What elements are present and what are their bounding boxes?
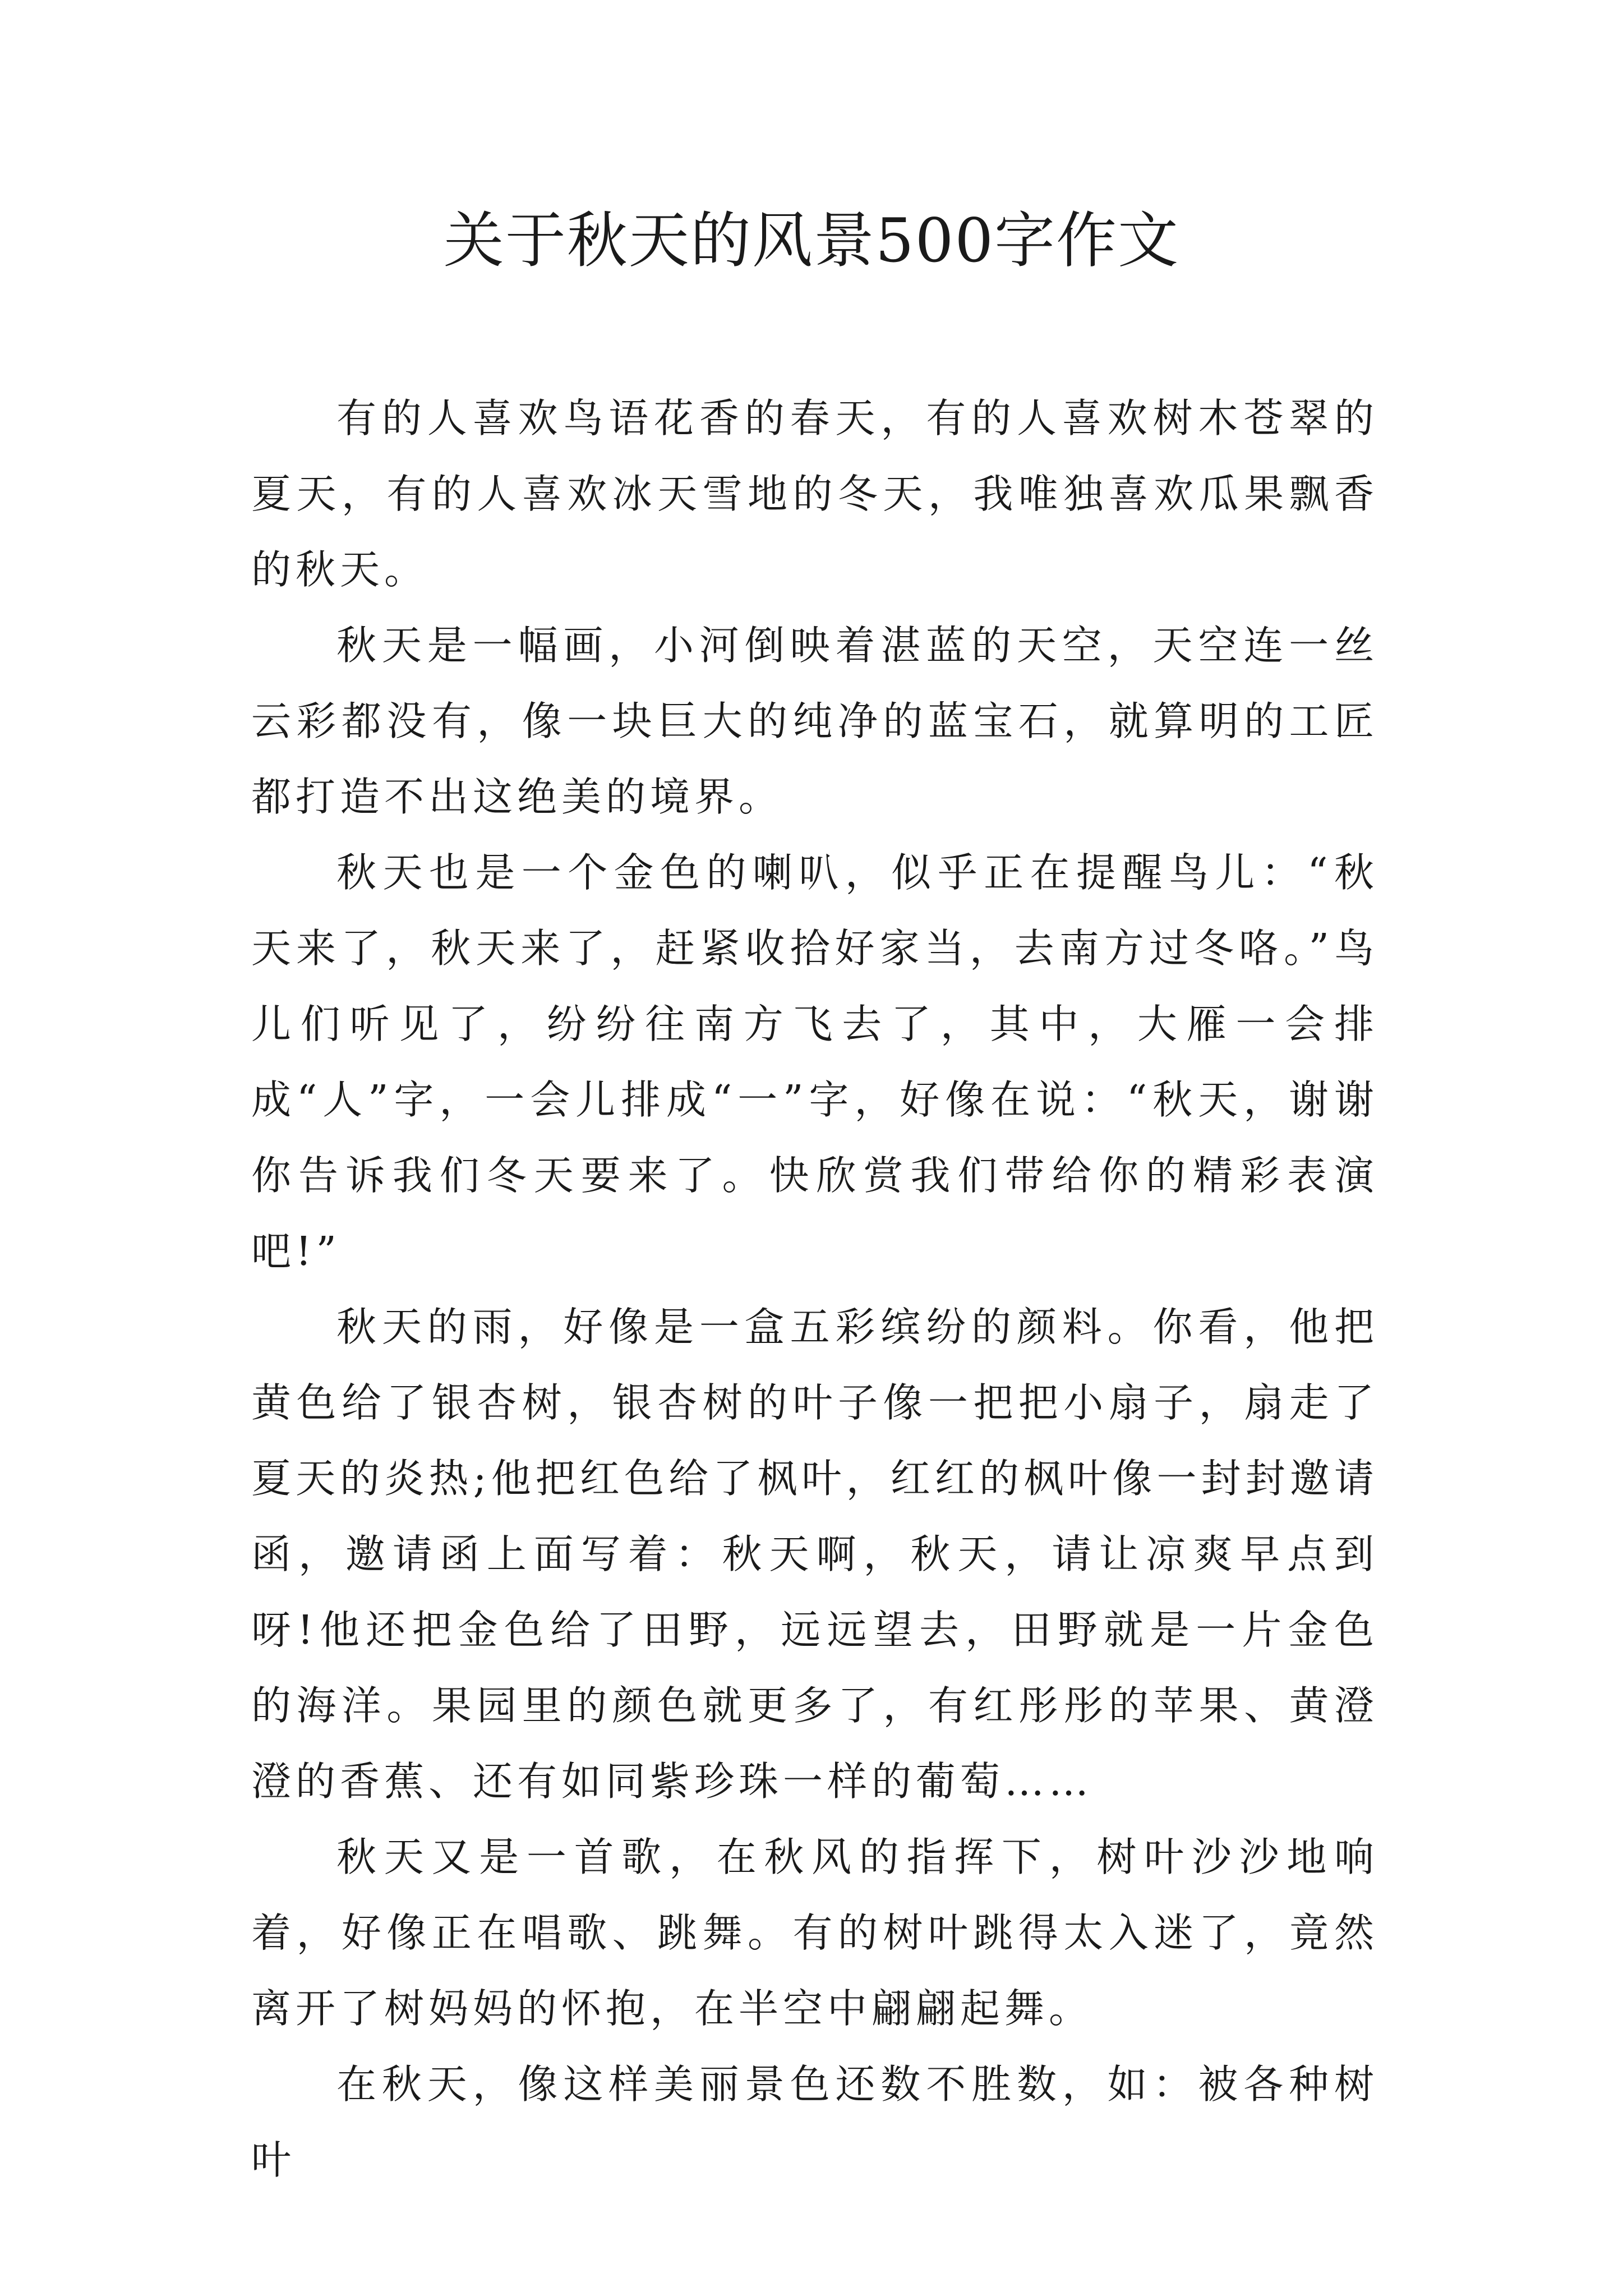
document-body	[251, 380, 1378, 2198]
paragraph: 秋天也是一个金色的喇叭，似乎正在提醒鸟儿：“秋天来了，秋天来了，赶紧收拾好家当，去南方过冬咯。”鸟儿们听见了，纷纷往南方飞去了，其中，大雁一会排成“人”字，一会儿排成“一”字，好像在说：“秋天，谢谢你告诉我们冬天要来了。快欣赏我们带给你的精彩表演吧!”	[251, 849, 1378, 1274]
paragraph: 在秋天，像这样美丽景色还数不胜数，如：被各种树叶	[251, 2061, 1378, 2183]
paragraph: 秋天的雨，好像是一盒五彩缤纷的颜料。你看，他把黄色给了银杏树，银杏树的叶子像一把把小扇子，扇走了夏天的炎热;他把红色给了枫叶，红红的枫叶像一封封邀请函，邀请函上面写着：秋天啊，秋天，请让凉爽早点到呀!他还把金色给了田野，远远望去，田野就是一片金色的海洋。果园里的颜色就更多了，有红彤彤的苹果、黄澄澄的香蕉、还有如同紫珍珠一样的葡萄……	[251, 1304, 1378, 1805]
paragraph: 秋天是一幅画，小河倒映着湛蓝的天空，天空连一丝云彩都没有，像一块巨大的纯净的蓝宝石，就算明的工匠都打造不出这绝美的境界。	[251, 622, 1378, 820]
paragraph: 有的人喜欢鸟语花香的春天，有的人喜欢树木苍翠的夏天，有的人喜欢冰天雪地的冬天，我唯独喜欢瓜果飘香的秋天。	[251, 395, 1378, 593]
document-title: 关于秋天的风景500字作文	[443, 206, 1180, 276]
paragraph: 秋天又是一首歌，在秋风的指挥下，树叶沙沙地响着，好像正在唱歌、跳舞。有的树叶跳得太入迷了，竟然离开了树妈妈的怀抱，在半空中翩翩起舞。	[251, 1834, 1378, 2032]
